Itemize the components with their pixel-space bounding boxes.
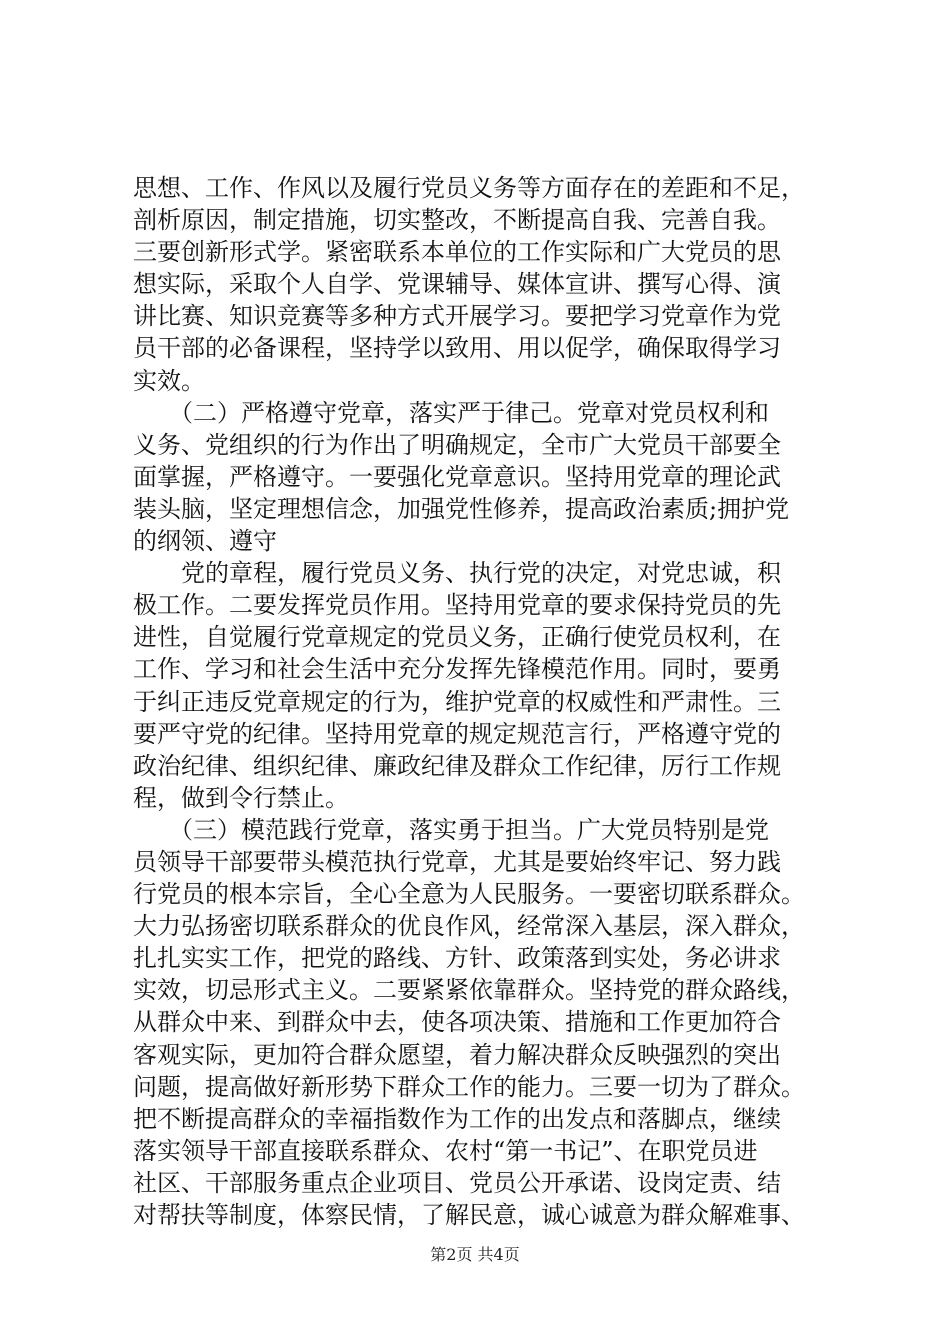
text-line: 讲比赛、知识竞赛等多种方式开展学习。要把学习党章作为党 xyxy=(133,302,781,331)
text-line: 要严守党的纪律。坚持用党章的规定规范言行，严格遵守党的 xyxy=(133,719,781,748)
text-line: 进性，自觉履行党章规定的党员义务，正确行使党员权利，在 xyxy=(133,623,781,652)
text-line: 社区、干部服务重点企业项目、党员公开承诺、设岗定责、结 xyxy=(133,1168,781,1197)
text-line: 极工作。二要发挥党员作用。坚持用党章的要求保持党员的先 xyxy=(133,591,781,620)
text-line: 的纲领、遵守 xyxy=(133,527,277,556)
text-line: 程，做到令行禁止。 xyxy=(133,783,349,812)
text-line: 想实际，采取个人自学、党课辅导、媒体宣讲、撰写心得、演 xyxy=(133,270,781,299)
text-line: 装头脑，坚定理想信念，加强党性修养，提高政治素质;拥护党 xyxy=(133,494,790,523)
text-line: 实效。 xyxy=(133,366,205,395)
text-line: 对帮扶等制度，体察民情，了解民意，诚心诚意为群众解难事、 xyxy=(133,1201,805,1229)
text-line: 三要创新形式学。紧密联系本单位的工作实际和广大党员的思 xyxy=(133,238,781,267)
text-line: 员干部的必备课程，坚持学以致用、用以促学，确保取得学习 xyxy=(133,334,781,363)
text-line: 行党员的根本宗旨，全心全意为人民服务。一要密切联系群众。 xyxy=(133,880,805,909)
text-line: 扎扎实实工作，把党的路线、方针、政策落到实处，务必讲求 xyxy=(133,944,781,973)
text-line: 从群众中来、到群众中去，使各项决策、措施和工作更加符合 xyxy=(133,1008,781,1037)
text-line: 员领导干部要带头模范执行党章，尤其是要始终牢记、努力践 xyxy=(133,847,781,876)
text-line: 面掌握，严格遵守。一要强化党章意识。坚持用党章的理论武 xyxy=(133,462,781,491)
text-line: 问题，提高做好新形势下群众工作的能力。三要一切为了群众。 xyxy=(133,1072,805,1101)
text-line: 客观实际，更加符合群众愿望，着力解决群众反映强烈的突出 xyxy=(133,1040,781,1069)
text-line: 实效，切忌形式主义。二要紧紧依靠群众。坚持党的群众路线， xyxy=(133,976,805,1005)
text-line: （三）模范践行党章，落实勇于担当。广大党员特别是党 xyxy=(133,815,769,844)
text-line: 大力弘扬密切联系群众的优良作风，经常深入基层，深入群众， xyxy=(133,912,805,941)
text-line: 于纠正违反党章规定的行为，维护党章的权威性和严肃性。三 xyxy=(133,687,781,716)
text-line: 落实领导干部直接联系群众、农村“第一书记”、在职党员进 xyxy=(133,1136,758,1165)
page-footer: 第2页 共4页 xyxy=(430,1245,520,1264)
text-line: 剖析原因，制定措施，切实整改，不断提高自我、完善自我。 xyxy=(133,206,781,235)
text-line: 工作、学习和社会生活中充分发挥先锋模范作用。同时，要勇 xyxy=(133,655,781,684)
text-line: 义务、党组织的行为作出了明确规定，全市广大党员干部要全 xyxy=(133,430,781,459)
text-line: （二）严格遵守党章，落实严于律己。党章对党员权利和 xyxy=(133,398,769,427)
text-line: 把不断提高群众的幸福指数作为工作的出发点和落脚点，继续 xyxy=(133,1104,781,1133)
text-line: 党的章程，履行党员义务、执行党的决定，对党忠诚，积 xyxy=(133,559,781,588)
text-line: 思想、工作、作风以及履行党员义务等方面存在的差距和不足， xyxy=(133,174,805,202)
text-line: 政治纪律、组织纪律、廉政纪律及群众工作纪律，厉行工作规 xyxy=(133,751,781,780)
document-body xyxy=(133,172,853,1231)
